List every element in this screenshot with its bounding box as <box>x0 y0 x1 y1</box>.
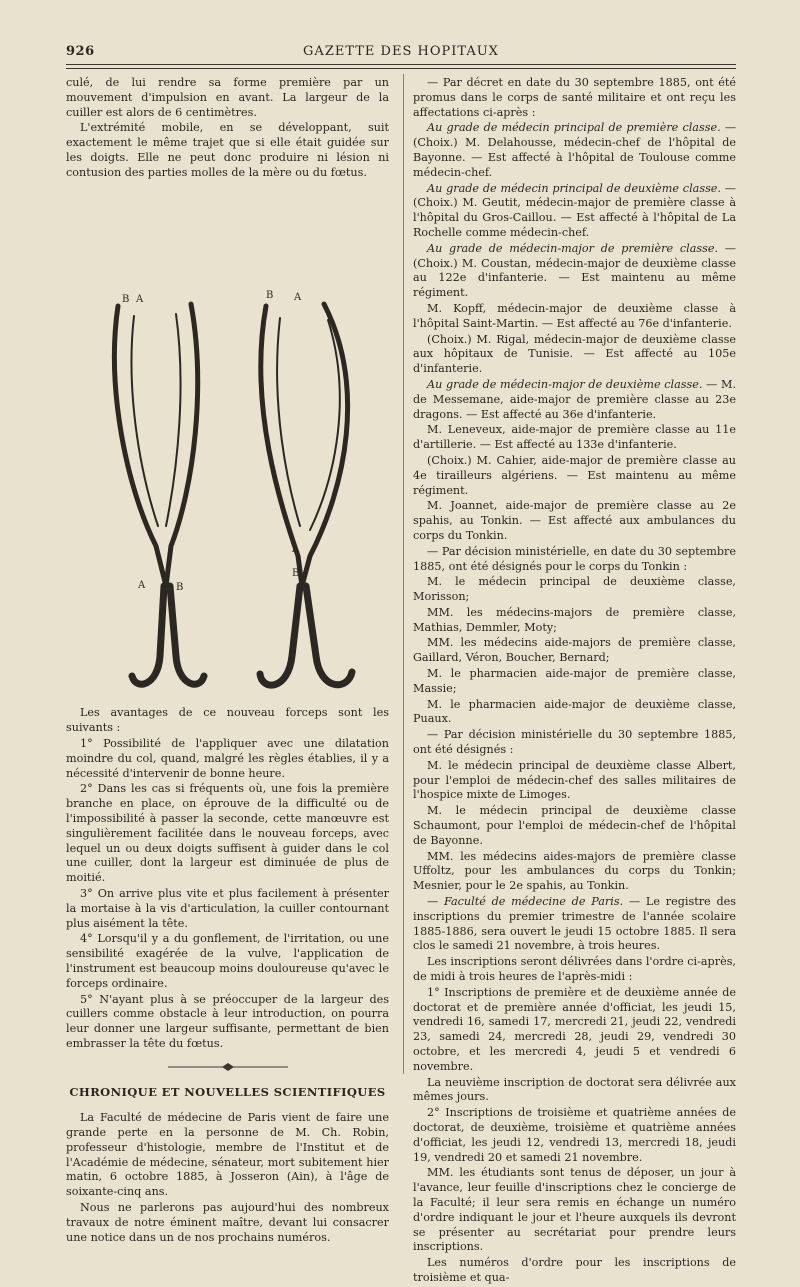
paragraph-text: — Le registre des inscriptions du premier trimestre de l'année scolaire 1885-1886, sera ouvert le jeudi 15 octobre 1885. Il sera clos le samedi 21 novembre, à trois heures. <box>413 895 736 953</box>
intro-paragraph: L'extrémité mobile, en se développant, suit exactement le même trajet que si elle était guidée sur les doigts. Elle ne peut donc produire ni lésion ni contusion des parties molles de la mère ou du fœtus. <box>66 121 389 179</box>
paragraph-lead: Faculté de médecine de Paris. <box>443 895 624 909</box>
right-paragraph <box>413 1106 736 1165</box>
right-paragraph <box>413 182 736 241</box>
right-paragraph <box>413 667 736 697</box>
figure-label: B <box>122 293 130 305</box>
section-separator <box>66 1062 389 1077</box>
paragraph-text: — (Choix.) M. Coustan, médecin-major de deuxième classe au 122e d'infanterie. — Est maintenu au même régiment. <box>413 241 736 300</box>
right-paragraph <box>413 759 736 803</box>
paragraph-text: Les inscriptions seront délivrées dans l'ordre ci-après, de midi à trois heures de l'après-midi : <box>413 955 736 984</box>
figure-label: A <box>136 293 144 305</box>
paragraph-text: (Choix.) M. Cahier, aide-major de première classe au 4e tirailleurs algériens. — Est maintenu au même régiment. <box>413 453 736 497</box>
paragraph-text: M. le pharmacien aide-major de première classe, Massie; <box>413 667 736 695</box>
right-paragraph <box>413 423 736 453</box>
right-paragraph <box>413 698 736 728</box>
right-paragraph <box>413 728 736 758</box>
paragraph-text: M. Joannet, aide-major de première classe au 2e spahis, au Tonkin. — Est affecté aux ambulances du corps du Tonkin. <box>413 499 736 542</box>
right-paragraph <box>413 378 736 422</box>
advantage-item: 4° Lorsqu'il y a du gonflement, de l'irritation, ou une sensibilité exagérée de la vulve, l'application de l'instrument est beaucoup moins douloureuse qu'avec le forceps ordinaire. <box>66 932 389 990</box>
paragraph-lead: Au grade de médecin principal de deuxième classe. <box>427 181 721 195</box>
paragraph-text: M. le pharmacien aide-major de deuxième classe, Puaux. <box>413 697 736 726</box>
figure-label: A <box>138 579 146 591</box>
paragraph-text: — Par décision ministérielle, en date du 30 septembre 1885, ont été désignés pour le corps du Tonkin : <box>413 544 736 573</box>
right-paragraph <box>413 1256 736 1286</box>
right-paragraph <box>413 636 736 666</box>
figure-label: A <box>292 543 300 555</box>
paragraph-text: — Par décision ministérielle du 30 septembre 1885, ont été désignés : <box>413 728 736 757</box>
right-paragraph <box>413 499 736 543</box>
right-paragraph <box>413 333 736 377</box>
paragraph-text: MM. les étudiants sont tenus de déposer, un jour à l'avance, leur feuille d'inscriptions chez le concierge de la Faculté; il leur sera remis en échange un numéro d'ordre indiquant le jour et l'heure auxquels ils devront se présenter au secrétariat pour prendre leurs inscriptions. <box>413 1166 736 1254</box>
right-paragraph <box>413 76 736 120</box>
figure-label: B <box>266 289 274 301</box>
paragraph-text: M. Kopff, médecin-major de deuxième classe à l'hôpital Saint-Martin. — Est affecté au 76e d'infanterie. <box>413 301 736 330</box>
paragraph-text: 1° Inscriptions de première et de deuxième année de doctorat et de première année d'officiat, les jeudi 15, vendredi 16, samedi 17, mercredi 21, jeudi 22, vendredi 23, samedi 24, mercredi 28, jeudi 29, vendredi 30 octobre, et les mercredi 4, jeudi 5 et vendredi 6 novembre. <box>413 985 736 1073</box>
right-paragraph <box>413 575 736 605</box>
right-paragraph <box>413 1076 736 1106</box>
chronique-paragraph: La Faculté de médecine de Paris vient de faire une grande perte en la personne de M. Ch. Robin, professeur d'histologie, membre de l'Institut et de l'Académie de médecine, sénateur, mort subitement hier matin, 6 octobre 1885, à Josseron (Ain), à l'âge de soixante-cinq ans. <box>66 1111 389 1199</box>
paragraph-text: — (Choix.) M. Delahousse, médecin-chef de l'hôpital de Bayonne. — Est affecté à l'hôpital de Toulouse comme médecin-chef. <box>413 121 737 179</box>
right-paragraph <box>413 606 736 636</box>
figure-label: A <box>294 291 302 303</box>
header-rule <box>66 68 736 69</box>
right-paragraph <box>413 955 736 985</box>
right-paragraph <box>413 454 736 498</box>
advantage-item: 1° Possibilité de l'appliquer avec une dilatation moindre du col, quand, malgré les règles établies, il y a nécessité d'intervenir de bonne heure. <box>66 736 389 780</box>
page-header <box>66 36 736 65</box>
intro-paragraph: culé, de lui rendre sa forme première par un mouvement d'impulsion en avant. La largeur de la cuiller est alors de 6 centimètres. <box>66 76 389 119</box>
column-divider <box>403 74 404 1074</box>
page-number: 926 <box>66 44 95 59</box>
paragraph-text: M. Leneveux, aide-major de première classe au 11e d'artillerie. — Est affecté au 133e d'infanterie. <box>413 423 736 452</box>
right-paragraph <box>413 986 736 1075</box>
paragraph-text: — M. de Messemane, aide-major de première classe au 23e dragons. — Est affecté au 36e d'infanterie. <box>413 377 737 421</box>
paragraph-text: M. le médecin principal de deuxième classe, Morisson; <box>413 575 736 604</box>
paragraph-text: M. le médecin principal de deuxième classe Albert, pour l'emploi de médecin-chef des salles militaires de l'hospice mixte de Limoges. <box>413 758 736 802</box>
paragraph-prefix: — <box>427 895 444 909</box>
right-paragraph <box>413 804 736 848</box>
right-paragraph <box>413 850 736 894</box>
right-paragraph <box>413 545 736 575</box>
paragraph-lead: Au grade de médecin-major de première classe. <box>427 241 719 255</box>
chronique-paragraph: Nous ne parlerons pas aujourd'hui des nombreux travaux de notre éminent maître, devant lui consacrer une notice dans un de nos prochains numéros. <box>66 1201 389 1244</box>
advantage-item: 2° Dans les cas si fréquents où, une fois la première branche en place, on éprouve de la difficulté ou de l'impossibilité à passer la seconde, cette manœuvre est singulièrement facilitée dans le nouveau forceps, avec lequel un ou deux doigts suffisent à guider dans le col une cuiller, dont la largeur est diminuée de plus de moitié. <box>66 782 389 885</box>
paragraph-text: MM. les médecins-majors de première classe, Mathias, Demmler, Moty; <box>413 605 736 634</box>
paragraph-text: La neuvième inscription de doctorat sera délivrée aux mêmes jours. <box>413 1075 736 1104</box>
advantage-item: 3° On arrive plus vite et plus facilement à présenter la mortaise à la vis d'articulation, la cuiller contournant plus aisément la tête. <box>66 886 389 930</box>
paragraph-text: M. le médecin principal de deuxième classe Schaumont, pour l'emploi de médecin-chef de l'hôpital de Bayonne. <box>413 804 736 847</box>
figure-label: B <box>292 567 300 579</box>
figure-label: B <box>176 581 184 593</box>
advantages-intro: Les avantages de ce nouveau forceps sont les suivants : <box>66 706 389 735</box>
paragraph-text: 2° Inscriptions de troisième et quatrième années de doctorat, de deuxième, troisième et quatrième années d'officiat, les jeudi 12, vendredi 13, mercredi 18, jeudi 19, vendredi 20 et samedi 21 novembre. <box>413 1106 736 1164</box>
section-title: CHRONIQUE ET NOUVELLES SCIENTIFIQUES <box>69 1084 386 1099</box>
right-paragraph <box>413 121 736 180</box>
paragraph-lead: Au grade de médecin principal de première classe. <box>427 121 721 135</box>
paragraph-text: MM. les médecins aides-majors de première classe Uffoltz, pour les ambulances du corps du Tonkin; Mesnier, pour le 2e spahis, au Tonkin. <box>413 849 736 893</box>
right-paragraph <box>413 302 736 332</box>
journal-title: GAZETTE DES HOPITAUX <box>303 44 499 59</box>
forceps-illustration <box>66 186 389 696</box>
right-column <box>413 76 736 1287</box>
left-column <box>66 76 389 1246</box>
right-paragraph <box>413 242 736 301</box>
paragraph-text: — Par décret en date du 30 septembre 1885, ont été promus dans le corps de santé militaire et ont reçu les affectations ci-après : <box>413 76 736 119</box>
paragraph-text: Les numéros d'ordre pour les inscriptions de troisième et qua- <box>413 1256 736 1284</box>
paragraph-text: MM. les médecins aide-majors de première classe, Gaillard, Véron, Boucher, Bernard; <box>413 636 736 665</box>
right-paragraph <box>413 1166 736 1255</box>
advantage-item: 5° N'ayant plus à se préoccuper de la largeur des cuillers comme obstacle à leur introduction, on pourra leur donner une largeur suffisante, permettant de bien embrasser la tête du fœtus. <box>66 992 389 1050</box>
paragraph-text: (Choix.) M. Rigal, médecin-major de deuxième classe aux hôpitaux de Tunisie. — Est affecté au 105e d'infanterie. <box>413 332 736 376</box>
paragraph-lead: Au grade de médecin-major de deuxième classe. <box>427 377 703 391</box>
right-paragraph <box>413 895 736 954</box>
paragraph-text: — (Choix.) M. Geutit, médecin-major de première classe à l'hôpital du Gros-Caillou. — Est affecté à l'hôpital de La Rochelle comme médecin-chef. <box>413 181 736 239</box>
